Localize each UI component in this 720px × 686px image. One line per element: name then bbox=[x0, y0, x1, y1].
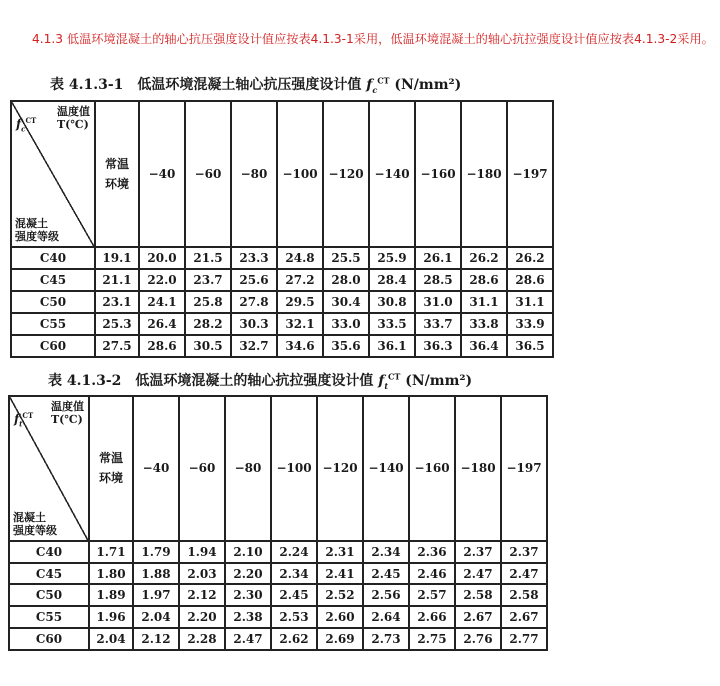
table2-value-cell: 2.36 bbox=[409, 541, 455, 563]
table1-col-header: −160 bbox=[415, 101, 461, 247]
table1-grade-cell: C40 bbox=[11, 247, 95, 269]
table1-value-cell: 33.5 bbox=[369, 313, 415, 335]
table1-value-cell: 26.4 bbox=[139, 313, 185, 335]
table1-value-cell: 31.1 bbox=[507, 291, 553, 313]
table1-value-cell: 29.5 bbox=[277, 291, 323, 313]
table2-value-cell: 2.47 bbox=[501, 563, 547, 585]
table1-value-cell: 28.4 bbox=[369, 269, 415, 291]
table2-value-cell: 2.12 bbox=[133, 628, 179, 650]
table1-value-cell: 28.6 bbox=[139, 335, 185, 357]
table2-caption-unit: (N/mm²) bbox=[405, 373, 473, 389]
table2-value-cell: 2.52 bbox=[317, 584, 363, 606]
table2-value-cell: 2.20 bbox=[225, 563, 271, 585]
table2-value-cell: 2.62 bbox=[271, 628, 317, 650]
table1-value-cell: 28.2 bbox=[185, 313, 231, 335]
table2-value-cell: 1.94 bbox=[179, 541, 225, 563]
table2-value-cell: 1.97 bbox=[133, 584, 179, 606]
table2-value-cell: 1.71 bbox=[89, 541, 133, 563]
table2-value-cell: 2.47 bbox=[225, 628, 271, 650]
table2-caption bbox=[48, 370, 472, 391]
table2-value-cell: 2.28 bbox=[179, 628, 225, 650]
table1-value-cell: 23.1 bbox=[95, 291, 139, 313]
table1-value-cell: 30.4 bbox=[323, 291, 369, 313]
table1-value-cell: 25.3 bbox=[95, 313, 139, 335]
table2-value-cell: 2.57 bbox=[409, 584, 455, 606]
table2-value-cell: 2.56 bbox=[363, 584, 409, 606]
table1-value-cell: 27.8 bbox=[231, 291, 277, 313]
table1-row bbox=[11, 247, 553, 269]
table2-value-cell: 2.64 bbox=[363, 606, 409, 628]
table2-col-header: −197 bbox=[501, 396, 547, 541]
table1-value-cell: 28.6 bbox=[507, 269, 553, 291]
table1-value-cell: 24.8 bbox=[277, 247, 323, 269]
table2-value-cell: 2.20 bbox=[179, 606, 225, 628]
table2-value-cell: 2.41 bbox=[317, 563, 363, 585]
table1-row bbox=[11, 313, 553, 335]
table2-row bbox=[9, 563, 547, 585]
table2-value-cell: 2.67 bbox=[501, 606, 547, 628]
table2-value-cell: 2.47 bbox=[455, 563, 501, 585]
table2-value-cell: 2.31 bbox=[317, 541, 363, 563]
table1-value-cell: 27.5 bbox=[95, 335, 139, 357]
table2-col-header: −120 bbox=[317, 396, 363, 541]
table1-value-cell: 23.3 bbox=[231, 247, 277, 269]
table1-col-header: −197 bbox=[507, 101, 553, 247]
table2-value-cell: 1.88 bbox=[133, 563, 179, 585]
table2-value-cell: 2.24 bbox=[271, 541, 317, 563]
table1-value-cell: 33.7 bbox=[415, 313, 461, 335]
table2-value-cell: 2.46 bbox=[409, 563, 455, 585]
table2-value-cell: 2.04 bbox=[133, 606, 179, 628]
table1-col-header: −80 bbox=[231, 101, 277, 247]
table2-value-cell: 2.30 bbox=[225, 584, 271, 606]
table1-header-row bbox=[11, 101, 553, 247]
table1-value-cell: 19.1 bbox=[95, 247, 139, 269]
table1-value-cell: 34.6 bbox=[277, 335, 323, 357]
table1-row bbox=[11, 269, 553, 291]
table1-value-cell: 20.0 bbox=[139, 247, 185, 269]
table1-value-cell: 33.9 bbox=[507, 313, 553, 335]
table2-value-cell: 2.45 bbox=[363, 563, 409, 585]
table2-value-cell: 2.34 bbox=[363, 541, 409, 563]
table2-col-header: −100 bbox=[271, 396, 317, 541]
table2-value-cell: 2.66 bbox=[409, 606, 455, 628]
table2-value-cell: 2.04 bbox=[89, 628, 133, 650]
table2-caption-title: 表 4.1.3-2 低温环境混凝土的轴心抗拉强度设计值 bbox=[48, 373, 374, 389]
table1-value-cell: 36.4 bbox=[461, 335, 507, 357]
table1-value-cell: 24.1 bbox=[139, 291, 185, 313]
table1-value-cell: 23.7 bbox=[185, 269, 231, 291]
table1-value-cell: 31.0 bbox=[415, 291, 461, 313]
table1-value-cell: 27.2 bbox=[277, 269, 323, 291]
table2-col-header: −40 bbox=[133, 396, 179, 541]
table1-value-cell: 35.6 bbox=[323, 335, 369, 357]
table1-caption-symbol: $f_c^{CT}$ bbox=[366, 75, 390, 95]
table1-grade-cell: C55 bbox=[11, 313, 95, 335]
table2-value-cell: 1.80 bbox=[89, 563, 133, 585]
table1-value-cell: 28.0 bbox=[323, 269, 369, 291]
table2-value-cell: 2.03 bbox=[179, 563, 225, 585]
table2-value-cell: 1.79 bbox=[133, 541, 179, 563]
table2 bbox=[8, 395, 548, 651]
table1-value-cell: 28.5 bbox=[415, 269, 461, 291]
table2-col-header: −80 bbox=[225, 396, 271, 541]
table1-value-cell: 36.5 bbox=[507, 335, 553, 357]
table1-col-header: −40 bbox=[139, 101, 185, 247]
table2-row bbox=[9, 584, 547, 606]
table2-value-cell: 2.12 bbox=[179, 584, 225, 606]
table2-value-cell: 2.34 bbox=[271, 563, 317, 585]
table2-value-cell: 2.60 bbox=[317, 606, 363, 628]
table2-value-cell: 2.69 bbox=[317, 628, 363, 650]
table2-value-cell: 2.58 bbox=[501, 584, 547, 606]
table2-value-cell: 2.77 bbox=[501, 628, 547, 650]
table1-value-cell: 36.3 bbox=[415, 335, 461, 357]
table1-value-cell: 28.6 bbox=[461, 269, 507, 291]
table2-value-cell: 1.89 bbox=[89, 584, 133, 606]
table2-grade-cell: C45 bbox=[9, 563, 89, 585]
table1-value-cell: 30.3 bbox=[231, 313, 277, 335]
table1-col-header: −120 bbox=[323, 101, 369, 247]
table1-col-header: −180 bbox=[461, 101, 507, 247]
table2-col-header: 常温环境 bbox=[89, 396, 133, 541]
table1-value-cell: 36.1 bbox=[369, 335, 415, 357]
table1-value-cell: 26.2 bbox=[507, 247, 553, 269]
table1 bbox=[10, 100, 554, 358]
table1-value-cell: 22.0 bbox=[139, 269, 185, 291]
table1-value-cell: 30.8 bbox=[369, 291, 415, 313]
table2-corner-cell: 温度值 T(℃) $f_t^{CT}$ 混凝土 强度等级 bbox=[9, 396, 89, 541]
table2-value-cell: 2.75 bbox=[409, 628, 455, 650]
table1-value-cell: 33.0 bbox=[323, 313, 369, 335]
table2-value-cell: 1.96 bbox=[89, 606, 133, 628]
table1-caption bbox=[50, 74, 461, 95]
table1-row bbox=[11, 335, 553, 357]
table2-col-header: −160 bbox=[409, 396, 455, 541]
table2-value-cell: 2.58 bbox=[455, 584, 501, 606]
table1-col-header: 常温环境 bbox=[95, 101, 139, 247]
table1-col-header: −140 bbox=[369, 101, 415, 247]
table1-value-cell: 32.7 bbox=[231, 335, 277, 357]
table1-grade-cell: C60 bbox=[11, 335, 95, 357]
table2-value-cell: 2.45 bbox=[271, 584, 317, 606]
table1-value-cell: 31.1 bbox=[461, 291, 507, 313]
table2-value-cell: 2.76 bbox=[455, 628, 501, 650]
table2-grade-cell: C40 bbox=[9, 541, 89, 563]
table2-row bbox=[9, 628, 547, 650]
table2-header-row bbox=[9, 396, 547, 541]
table1-caption-unit: (N/mm²) bbox=[394, 77, 462, 93]
table2-grade-cell: C60 bbox=[9, 628, 89, 650]
table2-grade-cell: C50 bbox=[9, 584, 89, 606]
table1-col-header: −60 bbox=[185, 101, 231, 247]
table1-value-cell: 25.9 bbox=[369, 247, 415, 269]
table1-col-header: −100 bbox=[277, 101, 323, 247]
table1-row bbox=[11, 291, 553, 313]
table1-value-cell: 25.8 bbox=[185, 291, 231, 313]
table2-value-cell: 2.38 bbox=[225, 606, 271, 628]
table1-value-cell: 21.5 bbox=[185, 247, 231, 269]
intro-paragraph: 4.1.3 低温环境混凝土的轴心抗压强度设计值应按表4.1.3-1采用，低温环境混凝土的轴心抗拉强度设计值应按表4.1.3-2采用。 bbox=[32, 32, 714, 46]
table1-value-cell: 26.1 bbox=[415, 247, 461, 269]
table2-row bbox=[9, 541, 547, 563]
table2-col-header: −60 bbox=[179, 396, 225, 541]
table1-grade-cell: C45 bbox=[11, 269, 95, 291]
table2-value-cell: 2.53 bbox=[271, 606, 317, 628]
table2-grade-cell: C55 bbox=[9, 606, 89, 628]
table1-caption-title: 表 4.1.3-1 低温环境混凝土轴心抗压强度设计值 bbox=[50, 77, 362, 93]
table1-value-cell: 30.5 bbox=[185, 335, 231, 357]
table1-value-cell: 32.1 bbox=[277, 313, 323, 335]
table2-value-cell: 2.37 bbox=[501, 541, 547, 563]
table1-corner-cell: 温度值 T(℃) $f_c^{CT}$ 混凝土 强度等级 bbox=[11, 101, 95, 247]
table1-grade-cell: C50 bbox=[11, 291, 95, 313]
table1-value-cell: 33.8 bbox=[461, 313, 507, 335]
table2-col-header: −140 bbox=[363, 396, 409, 541]
table2-col-header: −180 bbox=[455, 396, 501, 541]
table2-row bbox=[9, 606, 547, 628]
table2-value-cell: 2.10 bbox=[225, 541, 271, 563]
table2-value-cell: 2.37 bbox=[455, 541, 501, 563]
table1-value-cell: 25.6 bbox=[231, 269, 277, 291]
table1-value-cell: 21.1 bbox=[95, 269, 139, 291]
table1-value-cell: 25.5 bbox=[323, 247, 369, 269]
table2-value-cell: 2.73 bbox=[363, 628, 409, 650]
table2-caption-symbol: $f_t^{CT}$ bbox=[378, 371, 401, 391]
table1-value-cell: 26.2 bbox=[461, 247, 507, 269]
table2-value-cell: 2.67 bbox=[455, 606, 501, 628]
